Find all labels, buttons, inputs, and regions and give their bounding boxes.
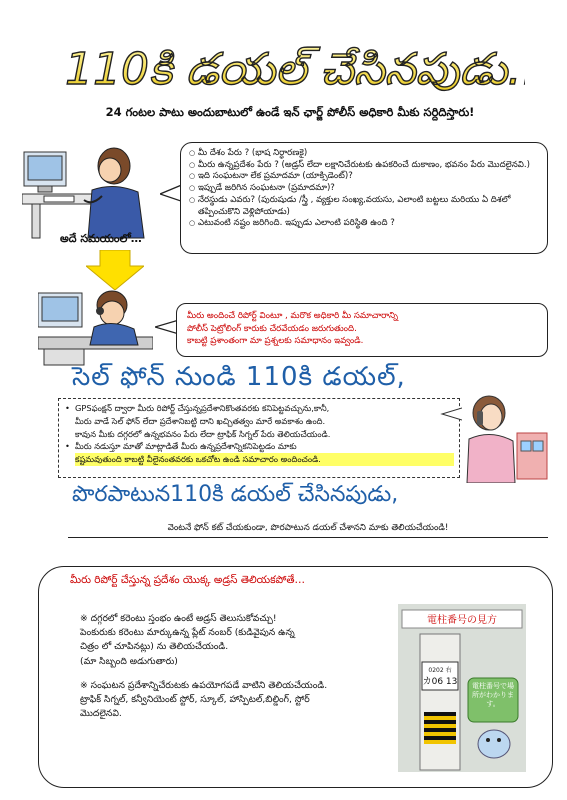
tip-line: (మా సిబ్బంది అడుగుతారు) bbox=[80, 655, 178, 667]
title-graphic bbox=[55, 30, 525, 102]
officer-illustration bbox=[38, 285, 153, 367]
note-line: మీరు వాడే సెల్ ఫోన్ లేదా ప్రదేశానిబట్టి దాని ఖచ్చితత్వం మారే అవకాశం ఉంది. bbox=[75, 415, 326, 426]
tip-line: పెంకురుకు కరెంటు మార్కుఉన్న ప్లేట్ నంబర్ (కుడివైపున ఉన్న bbox=[80, 627, 295, 639]
note-line: కష్టమవుతుంది కాబట్టి వీలైనంతవరకు ఒకచోట ఉండి సమాచారం అందించండి. bbox=[75, 453, 454, 466]
tip-line: చిత్రం లో చూపినట్లు) ను తెలియచేయండి. bbox=[80, 641, 229, 653]
questions-box bbox=[180, 142, 548, 254]
tip-line: ※ దగ్గరలో కరెంటు స్తంభం ఉంటే అడ్రస్ తెలుసుకోవచ్చు! bbox=[80, 613, 277, 624]
report-box bbox=[176, 303, 548, 357]
question-item: ○ ఎటువంటి నష్టం జరిగింది. ఇప్పుడు ఎలాంటి పరిస్థితి ఉంది ? bbox=[189, 218, 539, 230]
sticker-text: 電柱番号で場所がわかります。 bbox=[472, 682, 514, 708]
note-line: • GPSఫంక్షన్ ద్వారా మీరు రిపోర్ట్ చేస్తున్నప్రదేశానికొంతవరకు కనిపెట్టవచ్చును,కానీ, bbox=[75, 403, 330, 413]
woman-phone-illustration bbox=[455, 393, 551, 483]
utility-pole-photo bbox=[398, 604, 526, 772]
address-box-title: మీరు రిపోర్ట్ చేస్తున్న ప్రదేశం యొక్క అడ్రస్ తెలియకపోతే… bbox=[70, 574, 306, 586]
note-item bbox=[65, 440, 454, 466]
tip-line: ట్రాఫిక్ సిగ్నల్, కన్వీనియెంట్ స్టోర్, స్కూల్, హాస్పిటల్,బిల్డింగ్, స్టోర్ bbox=[80, 694, 310, 706]
cell-phone-heading: సెల్ ఫోన్ నుండి 110కి డయల్, bbox=[72, 362, 406, 392]
title-text: 110కి డయల్ చేసినపుడు… bbox=[65, 44, 525, 95]
tip-2 bbox=[80, 679, 380, 722]
tip-1 bbox=[80, 612, 380, 669]
down-arrow-icon bbox=[86, 250, 144, 290]
report-line: మీరు అందించే రిపోర్ట్ వింటూ , మరొక అధికారి మీ సమాచారాన్ని bbox=[187, 311, 398, 321]
tip-line: మొదలైనవి. bbox=[80, 708, 122, 720]
plate-number: カ06 13 bbox=[422, 677, 458, 687]
sign-title: 電柱番号の見方 bbox=[427, 615, 497, 626]
cell-phone-notes bbox=[58, 398, 460, 478]
plate-top: 0202 右 bbox=[428, 667, 452, 674]
question-item: ○ మీరు ఉన్నప్రదేశం పేరు ? (అడ్రస్ లేదా లక్షానిచేరుటకు ఉపకరించే దుకాణం, భవనం పేరు మొదలైనవి.) bbox=[189, 160, 539, 172]
question-item: ○ నేరస్థుడు ఎవరు? (పురుషుడు /స్త్రీ , వ్యక్తుల సంఖ్య,వయసు, ఎలాంటి బట్టలు మరియు ఏ దిశలో తప్పించుకొని వెళ్లిపోయాడు) bbox=[189, 195, 539, 218]
mistake-subtext: వెంటనే ఫోన్ కట్ చేయకుండా, పొరపాటున డయల్ చేశానని మాకు తెలియచేయండి! bbox=[68, 523, 548, 538]
question-item: ○ ఇది సంఘటనా లేక ప్రమాదమా (యాక్సిడెంట్)? bbox=[189, 171, 539, 183]
note-line: • మీరు నడుస్తూ మాతో మాట్లాడితే మీరు ఉన్నప్రదేశాన్నికనిపెట్టడం మాకు bbox=[75, 441, 297, 452]
note-line: కావున మీకు దగ్గరలో ఉన్నభవనం పేరు లేదా ట్రాఫిక్ సిగ్నల్ పేరు తెలియచేయండి. bbox=[75, 428, 331, 439]
note-item bbox=[65, 402, 454, 428]
page-title bbox=[55, 30, 525, 102]
operator-illustration bbox=[22, 140, 157, 240]
report-line: పోలీస్ పెట్రోలింగ్ కారుకు చేరవేయడం జరుగుతుంది. bbox=[187, 323, 357, 334]
question-item: ○ ఇప్పుడే జరిగిన సంఘటనా (ప్రమాదమా)? bbox=[189, 183, 539, 195]
mistake-heading: పొరపాటున110కి డయల్ చేసినపుడు, bbox=[72, 482, 399, 507]
same-time-label: అదే సమయంలో… bbox=[60, 232, 142, 245]
question-item: ○ మీ దేశం పేరు ? (భాష నిర్ధారణకై) bbox=[189, 148, 539, 160]
report-line: కాబట్టి ప్రశాంతంగా మా ప్రశ్నలకు సమాధానం ఇవ్వండి. bbox=[187, 336, 364, 346]
tip-line: ※ సంఘటన ప్రదేశాన్నిచేరుటకు ఉపయోగపడే వాటిని తెలియచేయండి. bbox=[80, 679, 328, 691]
subtitle: 24 గంటల పాటు అందుబాటులో ఉండే ఇన్ ఛార్జ్ పోలీస్ అధికారి మీకు సర్దిదిస్తారు! bbox=[105, 105, 475, 119]
address-tips bbox=[80, 612, 380, 731]
